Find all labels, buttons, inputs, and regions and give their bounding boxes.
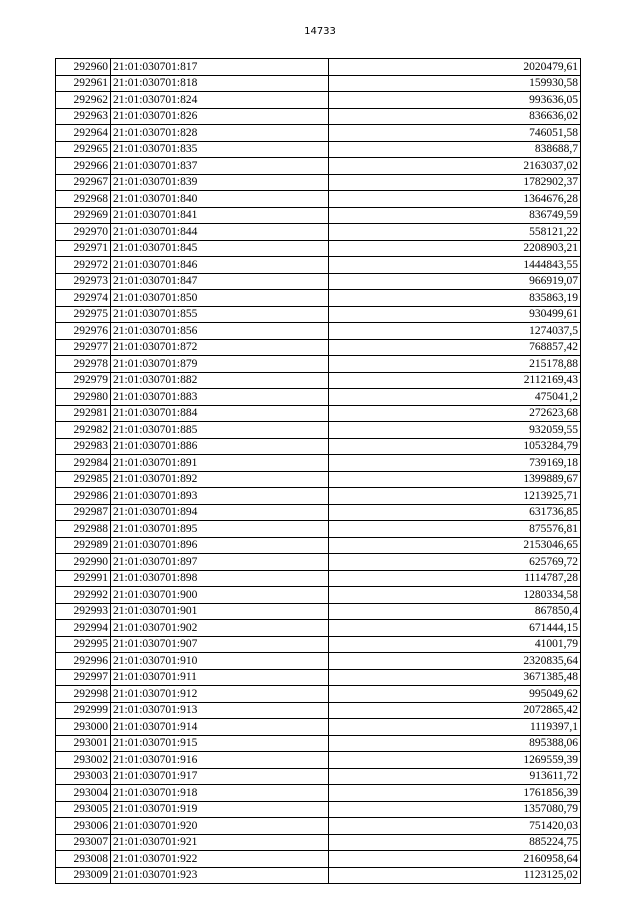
row-number-cell: 292979	[56, 372, 111, 389]
cadastral-value-cell: 2163037,02	[329, 158, 581, 175]
cadastral-value-cell: 1274037,5	[329, 323, 581, 340]
row-number-cell: 293005	[56, 801, 111, 818]
cadastral-value-cell: 1399889,67	[329, 471, 581, 488]
cadastral-number-cell: 21:01:030701:837	[111, 158, 329, 175]
table-row	[56, 240, 581, 257]
row-number-cell: 292984	[56, 455, 111, 472]
table-row	[56, 669, 581, 686]
cadastral-value-cell: 739169,18	[329, 455, 581, 472]
row-number-cell: 292977	[56, 339, 111, 356]
row-number-cell: 292998	[56, 686, 111, 703]
table-row	[56, 686, 581, 703]
cadastral-number-cell: 21:01:030701:856	[111, 323, 329, 340]
table-row	[56, 339, 581, 356]
cadastral-value-cell: 558121,22	[329, 224, 581, 241]
row-number-cell: 292974	[56, 290, 111, 307]
row-number-cell: 292961	[56, 75, 111, 92]
table-row	[56, 768, 581, 785]
row-number-cell: 292964	[56, 125, 111, 142]
cadastral-value-cell: 1444843,55	[329, 257, 581, 274]
table-row	[56, 438, 581, 455]
table-row	[56, 488, 581, 505]
cadastral-number-cell: 21:01:030701:900	[111, 587, 329, 604]
cadastral-value-cell: 215178,88	[329, 356, 581, 373]
cadastral-value-cell: 895388,06	[329, 735, 581, 752]
row-number-cell: 293008	[56, 851, 111, 868]
row-number-cell: 292995	[56, 636, 111, 653]
cadastral-value-cell: 625769,72	[329, 554, 581, 571]
cadastral-number-cell: 21:01:030701:824	[111, 92, 329, 109]
cadastral-value-cell: 2112169,43	[329, 372, 581, 389]
table-row	[56, 867, 581, 884]
cadastral-value-cell: 2320835,64	[329, 653, 581, 670]
cadastral-value-cell: 159930,58	[329, 75, 581, 92]
table-row	[56, 224, 581, 241]
row-number-cell: 292992	[56, 587, 111, 604]
cadastral-number-cell: 21:01:030701:897	[111, 554, 329, 571]
cadastral-number-cell: 21:01:030701:896	[111, 537, 329, 554]
table-row	[56, 537, 581, 554]
row-number-cell: 293000	[56, 719, 111, 736]
row-number-cell: 292973	[56, 273, 111, 290]
cadastral-value-cell: 272623,68	[329, 405, 581, 422]
cadastral-number-cell: 21:01:030701:893	[111, 488, 329, 505]
cadastral-value-cell: 1364676,28	[329, 191, 581, 208]
table-row	[56, 108, 581, 125]
row-number-cell: 292997	[56, 669, 111, 686]
row-number-cell: 292969	[56, 207, 111, 224]
cadastral-value-cell: 2020479,61	[329, 59, 581, 76]
row-number-cell: 292975	[56, 306, 111, 323]
table-row	[56, 323, 581, 340]
cadastral-number-cell: 21:01:030701:915	[111, 735, 329, 752]
cadastral-value-cell: 1761856,39	[329, 785, 581, 802]
cadastral-number-cell: 21:01:030701:879	[111, 356, 329, 373]
table-row	[56, 422, 581, 439]
cadastral-number-cell: 21:01:030701:894	[111, 504, 329, 521]
row-number-cell: 292972	[56, 257, 111, 274]
cadastral-value-cell: 836749,59	[329, 207, 581, 224]
table-row	[56, 290, 581, 307]
cadastral-number-cell: 21:01:030701:917	[111, 768, 329, 785]
row-number-cell: 293001	[56, 735, 111, 752]
table-row	[56, 471, 581, 488]
cadastral-value-table	[55, 58, 581, 884]
cadastral-value-cell: 1119397,1	[329, 719, 581, 736]
cadastral-number-cell: 21:01:030701:885	[111, 422, 329, 439]
cadastral-value-cell: 41001,79	[329, 636, 581, 653]
cadastral-value-cell: 2160958,64	[329, 851, 581, 868]
cadastral-number-cell: 21:01:030701:845	[111, 240, 329, 257]
cadastral-value-cell: 2153046,65	[329, 537, 581, 554]
cadastral-number-cell: 21:01:030701:912	[111, 686, 329, 703]
row-number-cell: 292985	[56, 471, 111, 488]
cadastral-number-cell: 21:01:030701:895	[111, 521, 329, 538]
cadastral-value-cell: 930499,61	[329, 306, 581, 323]
table-row	[56, 174, 581, 191]
cadastral-number-cell: 21:01:030701:841	[111, 207, 329, 224]
table-row	[56, 653, 581, 670]
row-number-cell: 292960	[56, 59, 111, 76]
table-row	[56, 306, 581, 323]
cadastral-value-cell: 2208903,21	[329, 240, 581, 257]
cadastral-value-cell: 913611,72	[329, 768, 581, 785]
cadastral-value-cell: 1280334,58	[329, 587, 581, 604]
table-row	[56, 75, 581, 92]
row-number-cell: 292990	[56, 554, 111, 571]
row-number-cell: 293004	[56, 785, 111, 802]
row-number-cell: 293007	[56, 834, 111, 851]
cadastral-value-cell: 631736,85	[329, 504, 581, 521]
table-row	[56, 752, 581, 769]
table-row	[56, 785, 581, 802]
table-row	[56, 851, 581, 868]
cadastral-value-cell: 1269559,39	[329, 752, 581, 769]
row-number-cell: 292967	[56, 174, 111, 191]
cadastral-number-cell: 21:01:030701:828	[111, 125, 329, 142]
cadastral-value-cell: 875576,81	[329, 521, 581, 538]
row-number-cell: 292981	[56, 405, 111, 422]
table-row	[56, 570, 581, 587]
cadastral-value-cell: 1357080,79	[329, 801, 581, 818]
table-row	[56, 719, 581, 736]
cadastral-number-cell: 21:01:030701:916	[111, 752, 329, 769]
cadastral-value-cell: 751420,03	[329, 818, 581, 835]
table-row	[56, 801, 581, 818]
table-row	[56, 818, 581, 835]
cadastral-value-cell: 768857,42	[329, 339, 581, 356]
cadastral-number-cell: 21:01:030701:911	[111, 669, 329, 686]
cadastral-value-cell: 995049,62	[329, 686, 581, 703]
cadastral-number-cell: 21:01:030701:835	[111, 141, 329, 158]
row-number-cell: 292989	[56, 537, 111, 554]
cadastral-number-cell: 21:01:030701:872	[111, 339, 329, 356]
row-number-cell: 292980	[56, 389, 111, 406]
row-number-cell: 292991	[56, 570, 111, 587]
cadastral-value-cell: 1114787,28	[329, 570, 581, 587]
table-row	[56, 587, 581, 604]
page-number: 14733	[304, 26, 336, 37]
row-number-cell: 292966	[56, 158, 111, 175]
row-number-cell: 292976	[56, 323, 111, 340]
table-row	[56, 735, 581, 752]
cadastral-number-cell: 21:01:030701:818	[111, 75, 329, 92]
cadastral-number-cell: 21:01:030701:817	[111, 59, 329, 76]
table-row	[56, 603, 581, 620]
table-row	[56, 389, 581, 406]
row-number-cell: 292982	[56, 422, 111, 439]
table-row	[56, 504, 581, 521]
cadastral-value-cell: 838688,7	[329, 141, 581, 158]
row-number-cell: 293003	[56, 768, 111, 785]
cadastral-number-cell: 21:01:030701:907	[111, 636, 329, 653]
cadastral-number-cell: 21:01:030701:922	[111, 851, 329, 868]
cadastral-number-cell: 21:01:030701:892	[111, 471, 329, 488]
cadastral-value-cell: 993636,05	[329, 92, 581, 109]
table-row	[56, 636, 581, 653]
cadastral-number-cell: 21:01:030701:839	[111, 174, 329, 191]
cadastral-value-cell: 966919,07	[329, 273, 581, 290]
cadastral-value-cell: 671444,15	[329, 620, 581, 637]
cadastral-value-cell: 2072865,42	[329, 702, 581, 719]
cadastral-value-cell: 867850,4	[329, 603, 581, 620]
row-number-cell: 292963	[56, 108, 111, 125]
cadastral-value-cell: 1782902,37	[329, 174, 581, 191]
row-number-cell: 292994	[56, 620, 111, 637]
table-row	[56, 141, 581, 158]
table-row	[56, 455, 581, 472]
table-row	[56, 158, 581, 175]
table-row	[56, 257, 581, 274]
row-number-cell: 292968	[56, 191, 111, 208]
row-number-cell: 293002	[56, 752, 111, 769]
cadastral-value-cell: 1123125,02	[329, 867, 581, 884]
cadastral-number-cell: 21:01:030701:846	[111, 257, 329, 274]
table-row	[56, 554, 581, 571]
table-row	[56, 834, 581, 851]
row-number-cell: 292971	[56, 240, 111, 257]
table-row	[56, 702, 581, 719]
table-row	[56, 405, 581, 422]
cadastral-number-cell: 21:01:030701:901	[111, 603, 329, 620]
table-row	[56, 356, 581, 373]
cadastral-number-cell: 21:01:030701:826	[111, 108, 329, 125]
row-number-cell: 292993	[56, 603, 111, 620]
table-row	[56, 273, 581, 290]
row-number-cell: 292988	[56, 521, 111, 538]
cadastral-number-cell: 21:01:030701:855	[111, 306, 329, 323]
cadastral-number-cell: 21:01:030701:884	[111, 405, 329, 422]
cadastral-number-cell: 21:01:030701:883	[111, 389, 329, 406]
cadastral-value-cell: 1213925,71	[329, 488, 581, 505]
row-number-cell: 292978	[56, 356, 111, 373]
table-row	[56, 191, 581, 208]
row-number-cell: 293006	[56, 818, 111, 835]
table-row	[56, 125, 581, 142]
table-row	[56, 207, 581, 224]
cadastral-number-cell: 21:01:030701:840	[111, 191, 329, 208]
row-number-cell: 292970	[56, 224, 111, 241]
cadastral-value-cell: 885224,75	[329, 834, 581, 851]
cadastral-value-cell: 746051,58	[329, 125, 581, 142]
cadastral-number-cell: 21:01:030701:921	[111, 834, 329, 851]
cadastral-value-cell: 836636,02	[329, 108, 581, 125]
table-row	[56, 521, 581, 538]
row-number-cell: 292986	[56, 488, 111, 505]
cadastral-number-cell: 21:01:030701:914	[111, 719, 329, 736]
table-row	[56, 372, 581, 389]
cadastral-value-cell: 3671385,48	[329, 669, 581, 686]
cadastral-number-cell: 21:01:030701:920	[111, 818, 329, 835]
cadastral-number-cell: 21:01:030701:918	[111, 785, 329, 802]
cadastral-number-cell: 21:01:030701:891	[111, 455, 329, 472]
cadastral-number-cell: 21:01:030701:882	[111, 372, 329, 389]
cadastral-number-cell: 21:01:030701:913	[111, 702, 329, 719]
cadastral-value-cell: 835863,19	[329, 290, 581, 307]
cadastral-number-cell: 21:01:030701:850	[111, 290, 329, 307]
cadastral-number-cell: 21:01:030701:910	[111, 653, 329, 670]
row-number-cell: 293009	[56, 867, 111, 884]
row-number-cell: 292983	[56, 438, 111, 455]
table-row	[56, 92, 581, 109]
cadastral-number-cell: 21:01:030701:886	[111, 438, 329, 455]
cadastral-number-cell: 21:01:030701:844	[111, 224, 329, 241]
cadastral-number-cell: 21:01:030701:898	[111, 570, 329, 587]
cadastral-number-cell: 21:01:030701:847	[111, 273, 329, 290]
row-number-cell: 292987	[56, 504, 111, 521]
table-body	[56, 59, 581, 884]
table-row	[56, 59, 581, 76]
cadastral-number-cell: 21:01:030701:919	[111, 801, 329, 818]
cadastral-value-cell: 932059,55	[329, 422, 581, 439]
row-number-cell: 292962	[56, 92, 111, 109]
row-number-cell: 292996	[56, 653, 111, 670]
cadastral-value-cell: 1053284,79	[329, 438, 581, 455]
cadastral-value-cell: 475041,2	[329, 389, 581, 406]
cadastral-number-cell: 21:01:030701:923	[111, 867, 329, 884]
table-row	[56, 620, 581, 637]
cadastral-number-cell: 21:01:030701:902	[111, 620, 329, 637]
row-number-cell: 292999	[56, 702, 111, 719]
row-number-cell: 292965	[56, 141, 111, 158]
